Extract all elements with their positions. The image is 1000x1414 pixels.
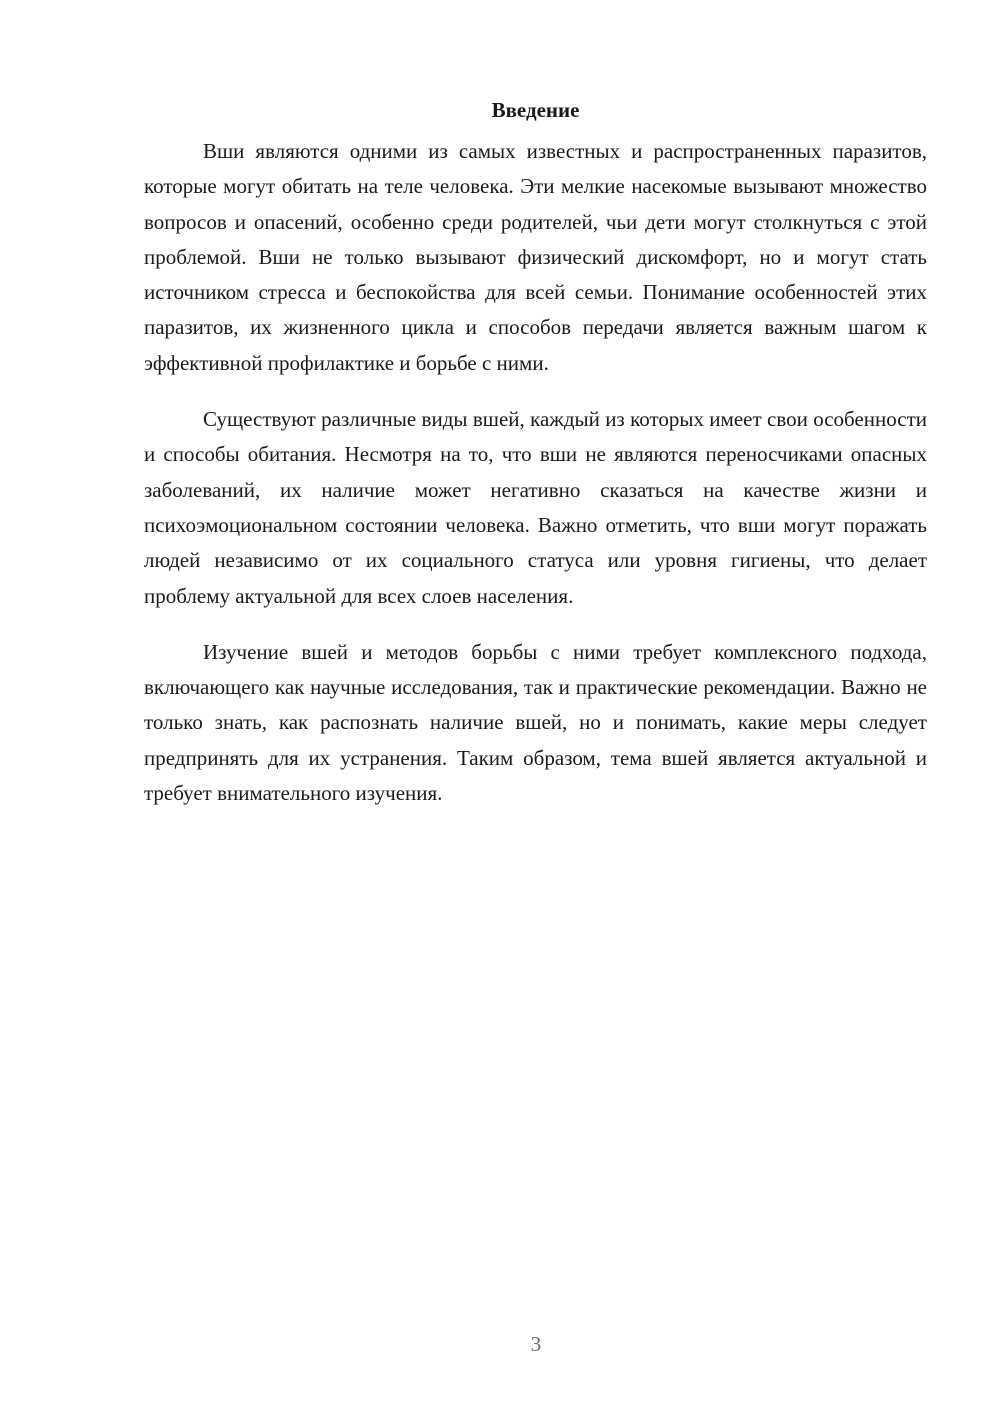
- section-heading: Введение: [491, 98, 580, 122]
- paragraph-1: Вши являются одними из самых известных и распространенных паразитов, которые могут обитать на теле человека. Эти мелкие насекомые вызывают множество вопросов и опасений, особенно среди родителей, чьи дети могут столкнуться с этой проблемой. Вши не только вызывают физический дискомфорт, но и могут стать источником стресса и беспокойства для всей семьи. Понимание особенностей этих паразитов, их жизненного цикла и способов передачи является важным шагом к эффективной профилактике и борьбе с ними.: [144, 139, 927, 375]
- paragraph-2: Существуют различные виды вшей, каждый из которых имеет свои особенности и способы обитания. Несмотря на то, что вши не являются переносчиками опасных заболеваний, их наличие может негативно сказаться на качестве жизни и психоэмоциональном состоянии человека. Важно отметить, что вши могут поражать людей независимо от их социального статуса или уровня гигиены, что делает проблему актуальной для всех слоев населения.: [144, 407, 927, 608]
- paragraph-3: Изучение вшей и методов борьбы с ними требует комплексного подхода, включающего как научные исследования, так и практические рекомендации. Важно не только знать, как распознать наличие вшей, но и понимать, какие меры следует предпринять для их устранения. Таким образом, тема вшей является актуальной и требует внимательного изучения.: [144, 639, 927, 806]
- page-number: 3: [530, 1332, 542, 1356]
- page-content: [144, 92, 927, 832]
